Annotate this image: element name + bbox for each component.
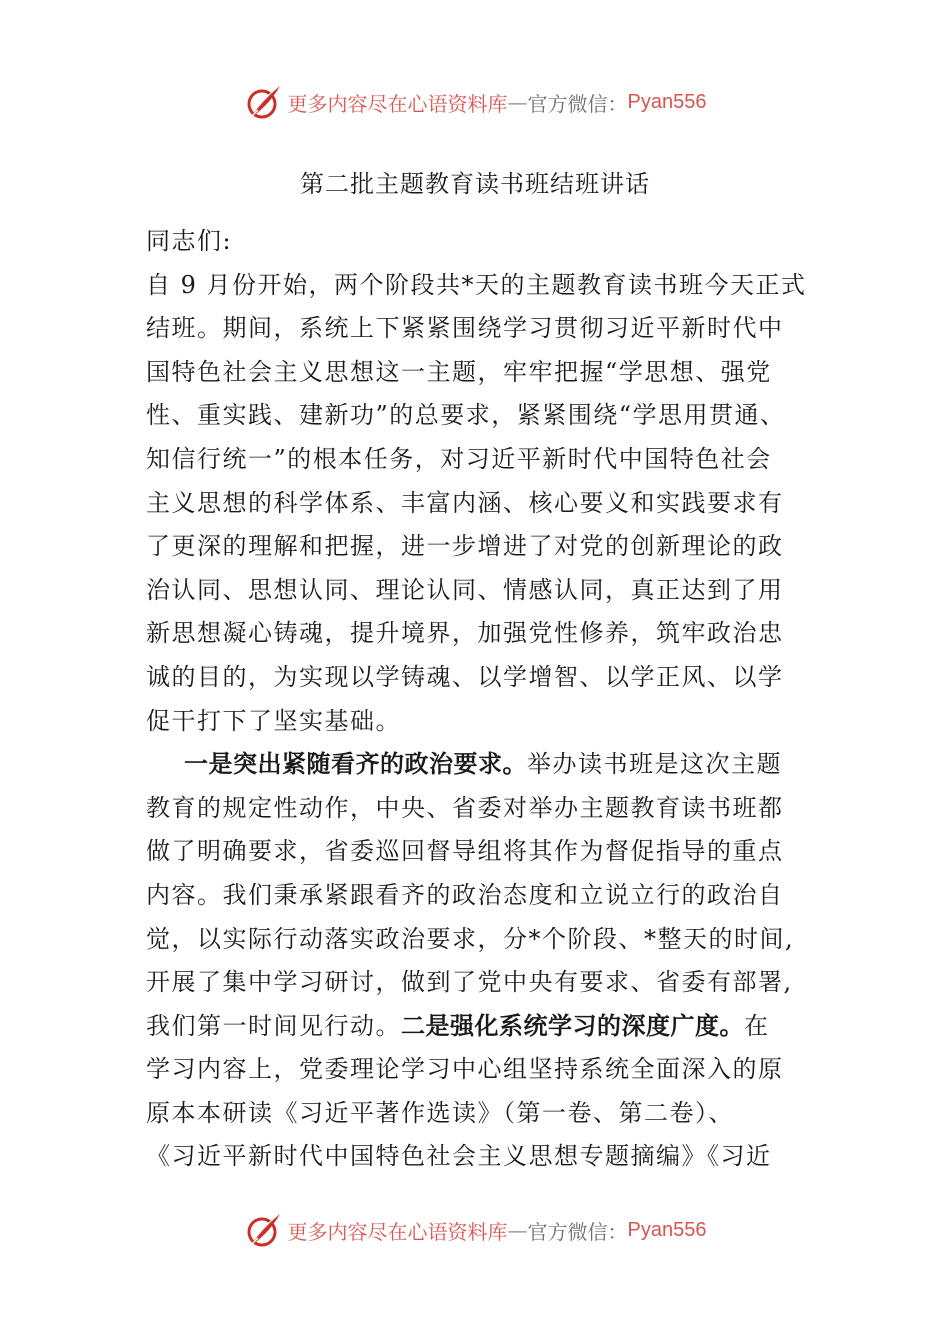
para2-line: 觉，以实际行动落实政治要求，分*个阶段、*整天的时间,: [146, 924, 795, 953]
document-body: [146, 220, 806, 1179]
banner-slogan: 更多内容尽在心语资料库: [287, 91, 508, 116]
para2-line: 《习近平新时代中国特色社会主义思想专题摘编》《习近: [146, 1142, 772, 1171]
para2-line: 开展了集中学习研讨，做到了党中央有要求、省委有部署,: [146, 968, 793, 997]
para1-line: 新思想凝心铸魂，提升境界，加强党性修养，筑牢政治忠: [146, 619, 784, 648]
banner-official-label: 官方微信：: [527, 91, 628, 116]
para1-line: 主义思想的科学体系、丰富内涵、核心要义和实践要求有: [146, 488, 784, 517]
paragraph-1: [146, 264, 806, 744]
para1-line: 知信行统一”的根本任务，对习近平新时代中国特色社会: [146, 444, 772, 473]
quill-logo-icon: [244, 1210, 284, 1250]
para1-line: 诚的目的，为实现以学铸魂、以学增智、以学正风、以学: [146, 662, 784, 691]
header-banner: [0, 80, 950, 124]
para2-line: 学习内容上，党委理论学习中心组坚持系统全面深入的原: [146, 1055, 784, 1084]
document-title: 第二批主题教育读书班结班讲话: [300, 170, 650, 198]
para2-text: 我们第一时间见行动。: [146, 1011, 401, 1040]
banner-wechat-id: Pyan556: [627, 90, 707, 113]
para1-line: 了更深的理解和把握，进一步增进了对党的创新理论的政: [146, 532, 784, 561]
para1-line: 自 9 月份开始，两个阶段共*天的主题教育读书班今天正式: [146, 270, 807, 299]
para2-text: 在: [744, 1011, 770, 1040]
footer-banner: [0, 1208, 950, 1252]
para2-line: [146, 743, 806, 787]
paragraph-2: [146, 743, 806, 1179]
quill-logo-icon: [244, 82, 284, 122]
banner-official-label: 官方微信：: [527, 1219, 628, 1244]
banner-slogan: 更多内容尽在心语资料库: [287, 1219, 508, 1244]
greeting: 同志们:: [146, 227, 233, 255]
para2-line: [146, 1005, 806, 1049]
para1-line: 结班。期间，系统上下紧紧围绕学习贯彻习近平新时代中: [146, 314, 784, 343]
para2-text: 举办读书班是这次主题: [527, 750, 782, 779]
para2-line: 内容。我们秉承紧跟看齐的政治态度和立说立行的政治自: [146, 880, 784, 909]
banner-separator: —: [507, 1218, 528, 1242]
para2-line: 做了明确要求，省委巡回督导组将其作为督促指导的重点: [146, 837, 784, 866]
para2-line: 教育的规定性动作，中央、省委对举办主题教育读书班都: [146, 793, 784, 822]
heading-systematic-study: 二是强化系统学习的深度广度。: [401, 1011, 744, 1040]
para1-line: 治认同、思想认同、理论认同、情感认同，真正达到了用: [146, 575, 784, 604]
para1-line: 国特色社会主义思想这一主题，牢牢把握“学思想、强党: [146, 357, 772, 386]
heading-political-requirement: 一是突出紧随看齐的政治要求。: [184, 750, 527, 779]
para1-line: 促干打下了坚实基础。: [146, 706, 401, 735]
para2-line: 原本本研读《习近平著作选读》（第一卷、第二卷）、: [146, 1098, 734, 1127]
banner-separator: —: [507, 90, 528, 114]
banner-wechat-id: Pyan556: [627, 1218, 707, 1241]
para1-line: 性、重实践、建新功”的总要求，紧紧围绕“学思用贯通、: [146, 401, 786, 430]
